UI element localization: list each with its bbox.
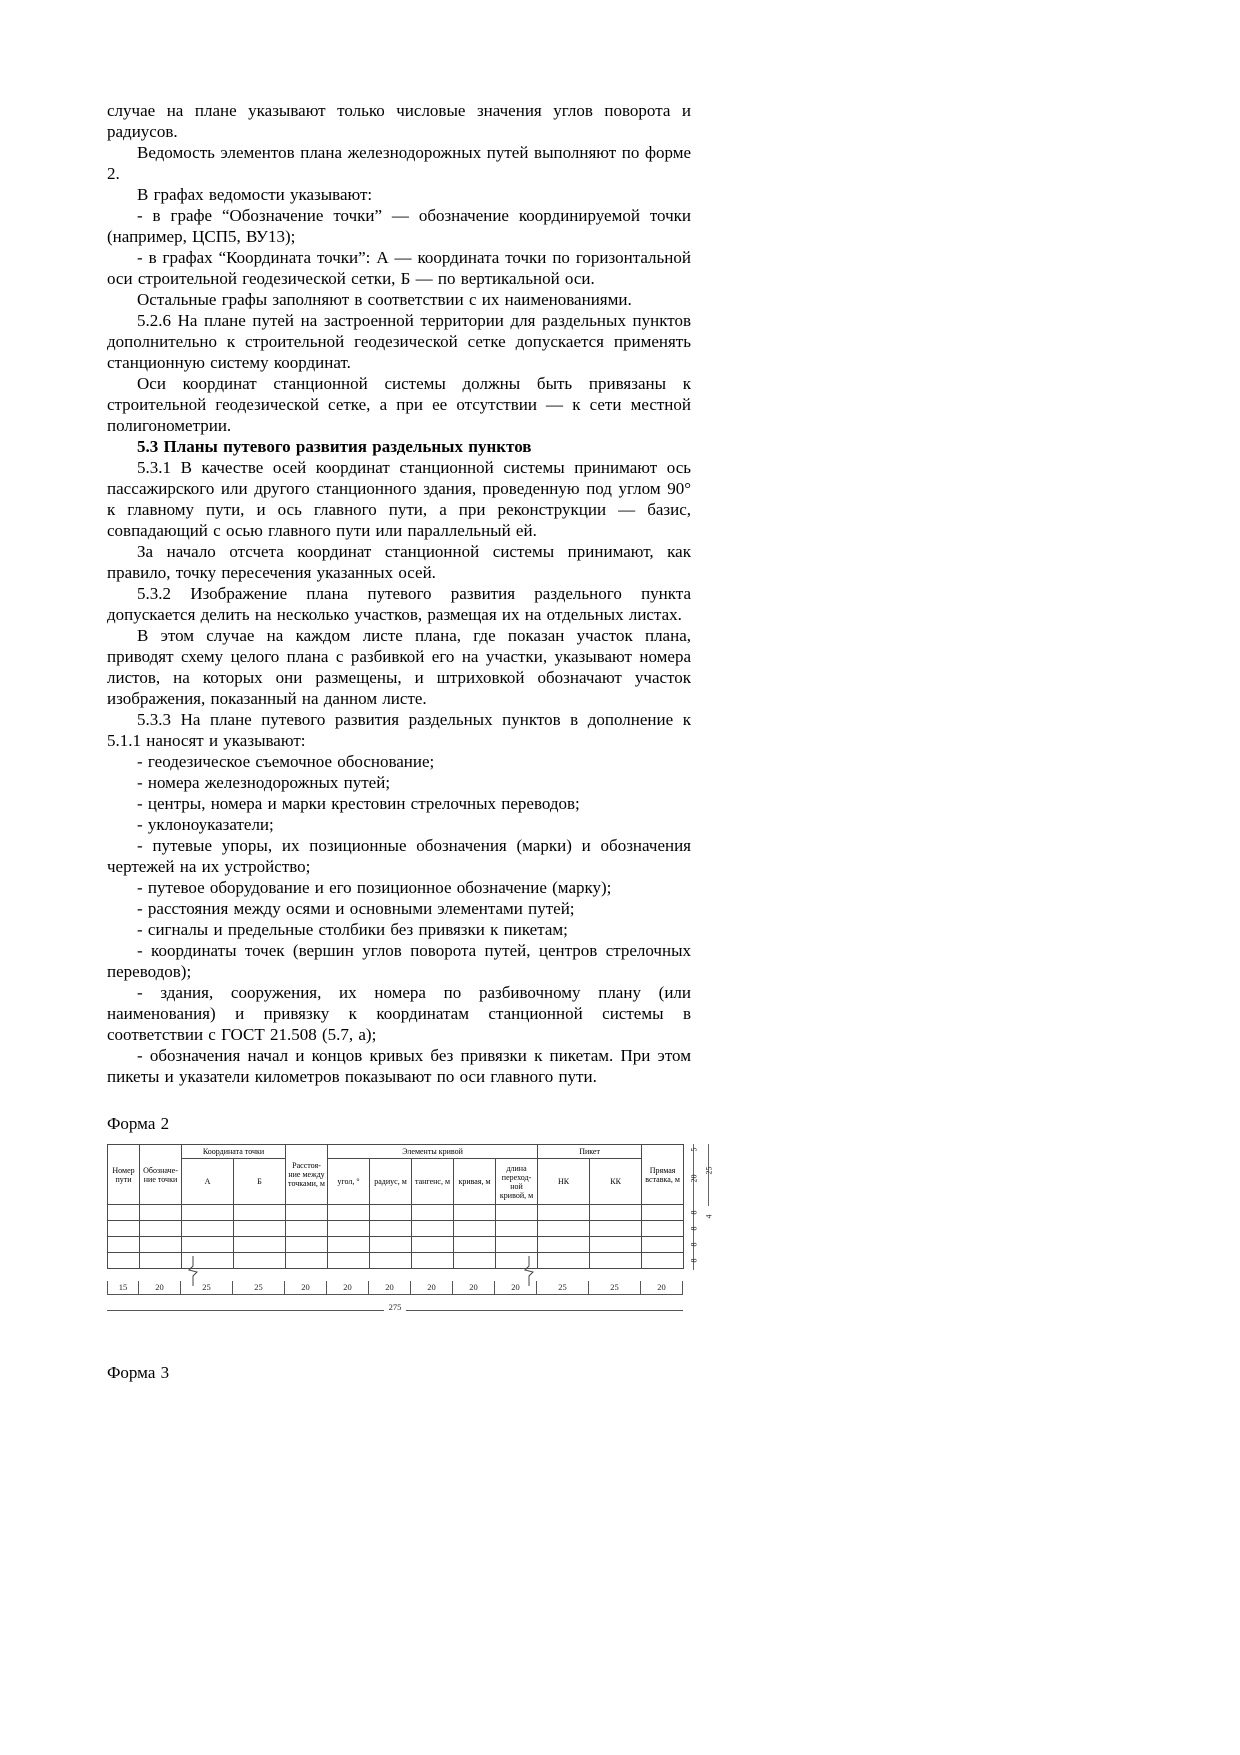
empty-cell (182, 1221, 234, 1237)
empty-cell (182, 1205, 234, 1221)
empty-cell (140, 1221, 182, 1237)
empty-cell (454, 1237, 496, 1253)
list-item: - сигналы и предельные столбики без привязки к пикетам; (137, 920, 568, 939)
empty-cell (454, 1221, 496, 1237)
header-cell: кривая, м (454, 1159, 496, 1205)
empty-cell (108, 1253, 140, 1269)
empty-cell (590, 1237, 642, 1253)
list-item: - в графах “Координата точки”: А — координата точки по горизонтальной оси строительной геодезической сетки, Б — по вертикальной оси. (107, 248, 691, 288)
empty-cell (642, 1237, 684, 1253)
header-cell: А (182, 1159, 234, 1205)
empty-cell (412, 1205, 454, 1221)
dim-label: 8 (689, 1210, 699, 1215)
empty-cell (328, 1237, 370, 1253)
empty-cell (538, 1237, 590, 1253)
list-item: - уклоноуказатели; (137, 815, 274, 834)
header-cell: НК (538, 1159, 590, 1205)
header-cell: тангенс, м (412, 1159, 454, 1205)
form3-label: Форма 3 (107, 1363, 170, 1382)
text-column (107, 100, 714, 1383)
dim-label: 20 (689, 1174, 699, 1183)
empty-cell (370, 1221, 412, 1237)
paragraph: 5.3.3 На плане путевого развития раздельных пунктов в дополнение к 5.1.1 наносят и указывают: (107, 710, 691, 750)
header-cell: Элементы кривой (328, 1145, 538, 1159)
list-item: - обозначения начал и концов кривых без привязки к пикетам. При этом пикеты и указатели километров показывают по оси главного пути. (107, 1046, 691, 1086)
dim-label: 15 (107, 1281, 139, 1295)
dim-label: 25 (537, 1281, 589, 1295)
empty-cell (370, 1237, 412, 1253)
empty-cell (286, 1237, 328, 1253)
empty-cell (328, 1253, 370, 1269)
form2-label: Форма 2 (107, 1114, 170, 1133)
list-item: - здания, сооружения, их номера по разбивочному плану (или наименования) и привязку к координатам станционной системы в соответствии с ГОСТ 21.508 (5.7, а); (107, 983, 691, 1044)
header-cell: угол, ° (328, 1159, 370, 1205)
empty-cell (140, 1237, 182, 1253)
row-dimensions (686, 1144, 756, 1304)
list-item: - координаты точек (вершин углов поворота путей, центров стрелочных переводов); (107, 941, 691, 981)
empty-cell (234, 1237, 286, 1253)
empty-cell (642, 1205, 684, 1221)
empty-cell (234, 1253, 286, 1269)
empty-cell (590, 1253, 642, 1269)
empty-cell (234, 1205, 286, 1221)
list-item: - номера железнодорожных путей; (137, 773, 391, 792)
empty-cell (286, 1205, 328, 1221)
paragraph: случае на плане указывают только числовые значения углов поворота и радиусов. (107, 101, 691, 141)
list-item: - геодезическое съемочное обоснование; (137, 752, 435, 771)
break-mark-icon (187, 1256, 199, 1286)
dim-label: 8 (689, 1226, 699, 1231)
header-cell: Координата точки (182, 1145, 286, 1159)
dim-label: 25 (181, 1281, 233, 1295)
empty-cell (590, 1221, 642, 1237)
empty-cell (642, 1253, 684, 1269)
empty-cell (538, 1221, 590, 1237)
header-cell: Пикет (538, 1145, 642, 1159)
empty-cell (496, 1205, 538, 1221)
header-cell: Расстоя-ние между точками, м (286, 1145, 328, 1205)
header-cell: Номер пути (108, 1145, 140, 1205)
dim-label: 25 (704, 1166, 714, 1175)
empty-cell (370, 1253, 412, 1269)
empty-cell (234, 1221, 286, 1237)
paragraph: 5.3.1 В качестве осей координат станционной системы принимают ось пассажирского или другого станционного здания, проведенную под углом 90° к главному пути, и ось главного пути, а при реконструкции — базис, совпадающий с осью главного пути или параллельный ей. (107, 458, 691, 540)
dim-label: 20 (285, 1281, 327, 1295)
empty-cell (108, 1205, 140, 1221)
empty-cell (140, 1205, 182, 1221)
paragraph: 5.3.2 Изображение плана путевого развития раздельного пункта допускается делить на несколько участков, размещая их на отдельных листах. (107, 584, 691, 624)
empty-cell (590, 1205, 642, 1221)
empty-cell (328, 1221, 370, 1237)
dim-label: 25 (233, 1281, 285, 1295)
dim-label: 20 (641, 1281, 683, 1295)
form2-table (107, 1144, 684, 1269)
header-cell: Обозначе-ние точки (140, 1145, 182, 1205)
dim-label: 8 (689, 1258, 699, 1263)
empty-cell (412, 1221, 454, 1237)
empty-cell (182, 1237, 234, 1253)
break-mark-icon (523, 1256, 535, 1286)
paragraph: Ведомость элементов плана железнодорожных путей выполняют по форме 2. (107, 143, 691, 183)
paragraph: За начало отсчета координат станционной системы принимают, как правило, точку пересечения указанных осей. (107, 542, 691, 582)
empty-cell (412, 1253, 454, 1269)
empty-cell (286, 1253, 328, 1269)
empty-cell (454, 1253, 496, 1269)
dimension-line (406, 1304, 683, 1311)
empty-cell (454, 1205, 496, 1221)
dim-label: 20 (369, 1281, 411, 1295)
dim-label: 20 (327, 1281, 369, 1295)
empty-cell (328, 1205, 370, 1221)
dim-label: 20 (139, 1281, 181, 1295)
empty-cell (286, 1221, 328, 1237)
paragraph: В этом случае на каждом листе плана, где показан участок плана, приводят схему целого плана с разбивкой его на участки, указывают номера листов, на которых они размещены, и штриховкой обозначают участок изображения, показанный на данном листе. (107, 626, 691, 708)
form2-drawing (107, 1144, 767, 1334)
dim-label: 20 (411, 1281, 453, 1295)
empty-cell (642, 1221, 684, 1237)
dim-label: 20 (453, 1281, 495, 1295)
dim-label: 20 (495, 1281, 537, 1295)
list-item: - путевые упоры, их позиционные обозначения (марки) и обозначения чертежей на их устройство; (107, 836, 691, 876)
paragraph: В графах ведомости указывают: (137, 185, 373, 204)
section-heading: 5.3 Планы путевого развития раздельных пунктов (137, 437, 532, 456)
header-cell: Б (234, 1159, 286, 1205)
empty-cell (538, 1253, 590, 1269)
list-item: - центры, номера и марки крестовин стрелочных переводов; (137, 794, 580, 813)
paragraph: 5.2.6 На плане путей на застроенной территории для раздельных пунктов дополнительно к строительной геодезической сетке допускается применять станционную систему координат. (107, 311, 691, 372)
empty-cell (538, 1205, 590, 1221)
dim-total-label: 275 (388, 1302, 402, 1312)
empty-cell (370, 1205, 412, 1221)
list-item: - расстояния между осями и основными элементами путей; (137, 899, 575, 918)
dim-label: 25 (589, 1281, 641, 1295)
header-cell: Прямая вставка, м (642, 1145, 684, 1205)
total-dimension (107, 1300, 683, 1314)
list-item: - путевое оборудование и его позиционное обозначение (марку); (137, 878, 612, 897)
header-cell: радиус, м (370, 1159, 412, 1205)
empty-cell (140, 1253, 182, 1269)
header-cell: КК (590, 1159, 642, 1205)
empty-cell (108, 1237, 140, 1253)
dim-label: 5 (689, 1147, 699, 1152)
dim-label: 8 (689, 1242, 699, 1247)
dimension-line (107, 1304, 384, 1311)
list-item: - в графе “Обозначение точки” — обозначение координируемой точки (например, ЦСП5, ВУ13); (107, 206, 691, 246)
paragraph: Оси координат станционной системы должны быть привязаны к строительной геодезической сетке, а при ее отсутствии — к сети местной полигонометрии. (107, 374, 691, 435)
dim-label: 4 (704, 1214, 714, 1219)
empty-cell (412, 1237, 454, 1253)
empty-cell (496, 1237, 538, 1253)
header-cell: длина переход-ной кривой, м (496, 1159, 538, 1205)
empty-cell (108, 1221, 140, 1237)
paragraph: Остальные графы заполняют в соответствии с их наименованиями. (137, 290, 632, 309)
empty-cell (496, 1221, 538, 1237)
